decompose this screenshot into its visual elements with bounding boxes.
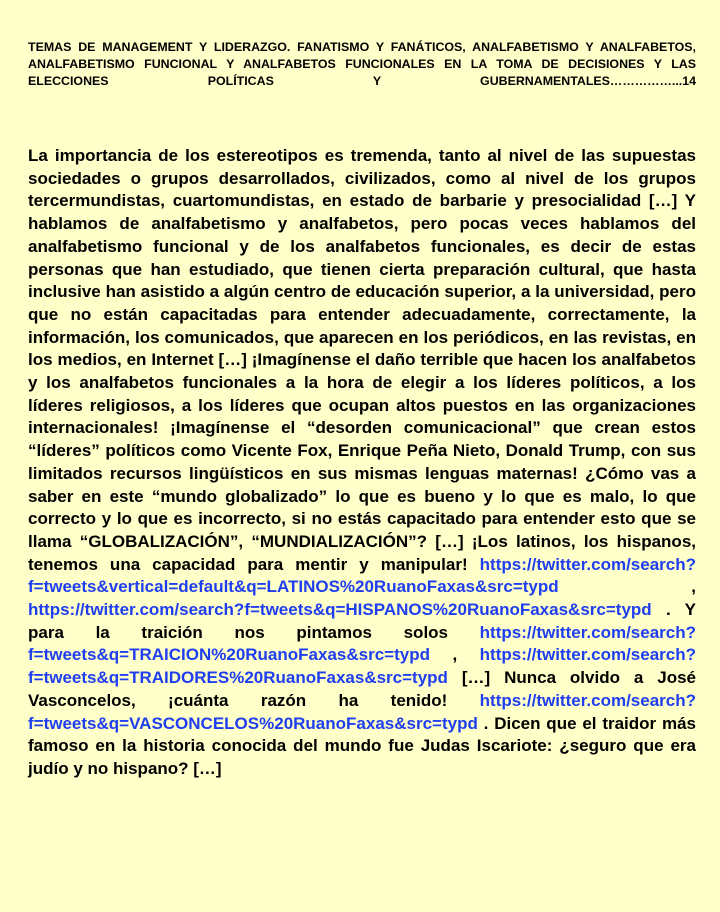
paragraph-text-opening: La importancia de los estereotipos es tremenda, tanto al nivel de las supuestas sociedades o grupos desarrollados, civilizados, como al nivel de los grupos tercermundistas, cuartomundistas, en estado de barbarie y presocialidad […] Y hablamos de analfabetismo y analfabetos, pero pocas veces hablamos del analfabetismo funcional y de los analfabetos funcionales, es decir de estas personas que han estudiado, que tienen cierta preparación cultural, que hasta inclusive han asistido a algún centro de educación superior, a la universidad, pero que no están capacitadas para entender adecuadamente, correctamente, la información, los comunicados, que aparecen en los periódicos, en las revistas, en los medios, en Internet […] ¡Imagínense el daño terrible que hacen los analfabetos y los analfabetos funcionales a la hora de elegir a los líderes políticos, a los líderes religiosos, a los líderes que ocupan altos puestos en las organizaciones internacionales! ¡Imagínense el “desorden comunicacional” que crean estos “líderes” políticos como Vicente Fox, Enrique Peña Nieto, Donald Trump, con sus limitados recursos lingüísticos en sus mismas lenguas maternas! ¿Cómo vas a saber en este “mundo globalizado” lo que es bueno y lo que es malo, lo que correcto y lo que es incorrecto, si no estás capacitado para entender esto que se llama “GLOBALIZACIÓN”, “MUNDIALIZACIÓN”? […] ¡Los latinos, los hispanos, tenemos una capacidad para mentir y manipular! xyxy=(28,146,696,574)
paragraph-text-traicion: . Y para la traición nos pintamos solos xyxy=(28,600,696,642)
body-paragraph xyxy=(28,145,696,781)
paragraph-text-vasconcelos: […] Nunca olvido a José Vasconcelos, ¡cuánta razón ha tenido! xyxy=(28,668,696,710)
separator-text: , xyxy=(429,645,480,665)
toc-entry: TEMAS DE MANAGEMENT Y LIDERAZGO. FANATISMO Y FANÁTICOS, ANALFABETISMO Y ANALFABETOS, ANALFABETISMO FUNCIONAL Y ANALFABETOS FUNCIONALES EN LA TOMA DE DECISIONES Y LAS ELECCIONES POLÍTICAS Y GUBERNAMENTALES……………...14 xyxy=(28,40,696,88)
twitter-link-traidores[interactable]: https://twitter.com/search?f=tweets&q=TRAIDORES%20RuanoFaxas&src=typd xyxy=(28,645,696,688)
twitter-link-traicion[interactable]: https://twitter.com/search?f=tweets&q=TRAICION%20RuanoFaxas&src=typd xyxy=(28,622,696,665)
twitter-link-latinos[interactable]: https://twitter.com/search?f=tweets&vertical=default&q=LATINOS%20RuanoFaxas&src=typd xyxy=(28,554,696,597)
separator-text: , xyxy=(558,577,696,597)
paragraph-text-closing: . Dicen que el traidor más famoso en la historia conocida del mundo fue Judas Iscariote: ¿seguro que era judío y no hispano? […] xyxy=(28,713,696,778)
twitter-link-vasconcelos[interactable]: https://twitter.com/search?f=tweets&q=VASCONCELOS%20RuanoFaxas&src=typd xyxy=(28,690,696,733)
twitter-link-hispanos[interactable]: https://twitter.com/search?f=tweets&q=HISPANOS%20RuanoFaxas&src=typd xyxy=(28,600,652,620)
